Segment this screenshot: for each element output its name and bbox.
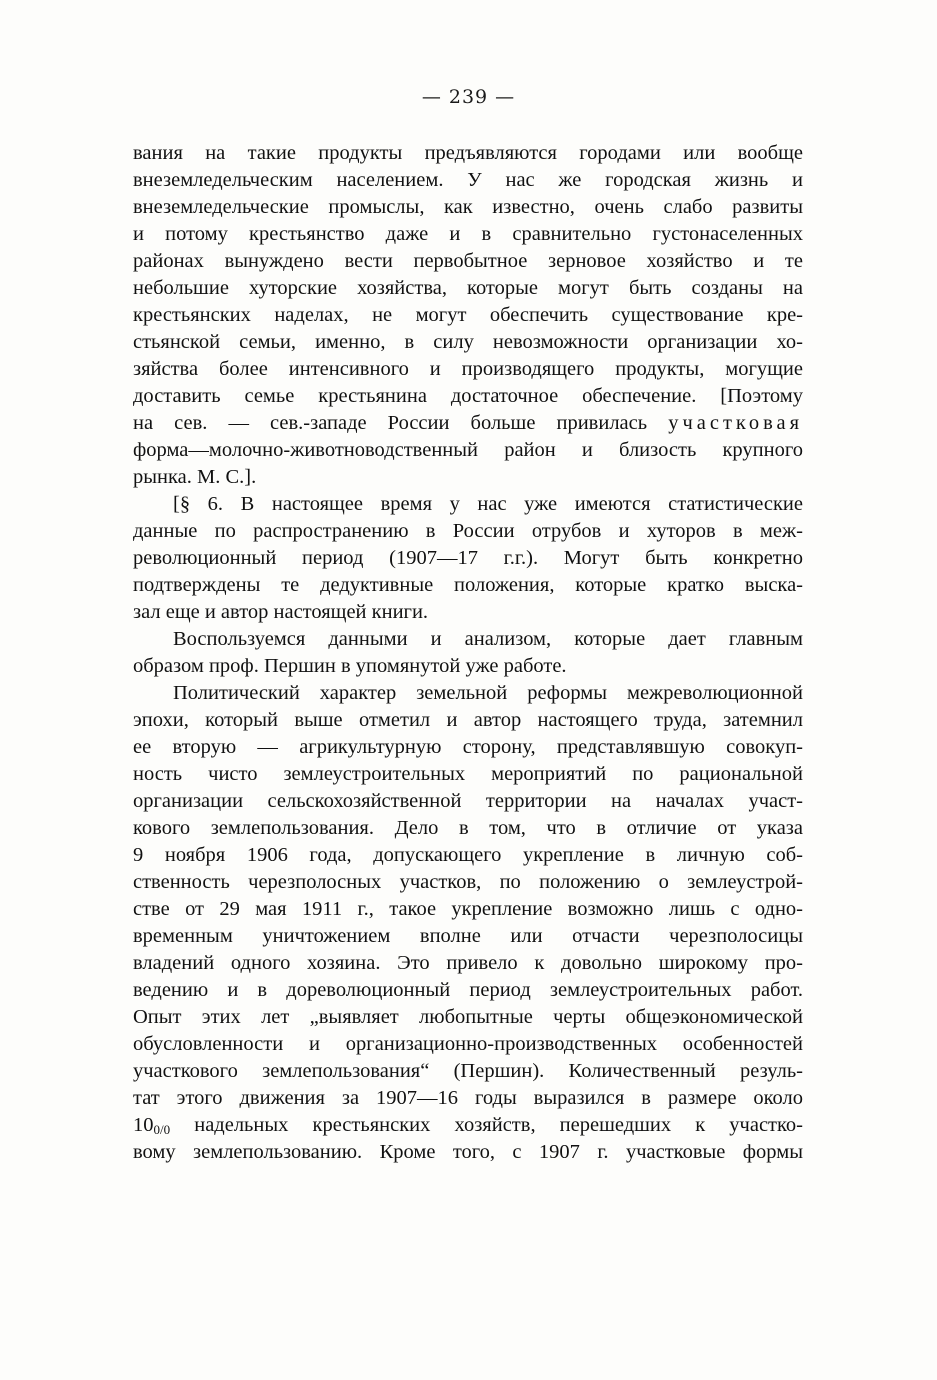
text-line: рынка. М. С.].	[133, 466, 257, 488]
text-line: стьянской семьи, именно, в силу невозможности организации хо-	[133, 331, 803, 353]
text-line: ее вторую — агрикультурную сторону, представлявшую совокуп-	[133, 736, 803, 758]
text-line: зал еще и автор настоящей книги.	[133, 601, 429, 623]
percent-number: 10	[133, 1114, 154, 1136]
text-line: форма—молочно-животноводственный район и близость крупного	[133, 439, 803, 461]
text-line: образом проф. Першин в упомянутой уже работе.	[133, 655, 567, 677]
paragraph-start-line: [§ 6. В настоящее время у нас уже имеются статистические	[173, 493, 803, 515]
text-line: крестьянских наделах, не могут обеспечить существование кре-	[133, 304, 803, 326]
percent-sign: 0/0	[153, 1122, 171, 1137]
text-line: ность чисто землеустроительных мероприятий по рациональной	[133, 763, 803, 785]
text-line: обусловленности и организационно-производственных особенностей	[133, 1033, 803, 1055]
text-line: зяйства более интенсивного и производящего продукты, могущие	[133, 358, 803, 380]
text-line: вания на такие продукты предъявляются городами или вообще	[133, 142, 803, 164]
text-line-with-spaced-word	[133, 410, 803, 437]
text-line: участкового землепользования“ (Першин). Количественный резуль-	[133, 1060, 803, 1082]
text-line: районах вынуждено вести первобытное зерновое хозяйство и те	[133, 250, 803, 272]
spaced-emphasis-word: участковая	[668, 412, 804, 434]
text-line: доставить семье крестьянина достаточное обеспечение. [Поэтому	[133, 385, 803, 407]
text-line: временным уничтожением вполне или отчасти черезполосицы	[133, 925, 803, 947]
text-line: стве от 29 мая 1911 г., такое укрепление возможно лишь с одно-	[133, 898, 803, 920]
text-line: 9 ноября 1906 года, допускающего укрепление в личную соб-	[133, 844, 803, 866]
text-line: эпохи, который выше отметил и автор настоящего труда, затемнил	[133, 709, 803, 731]
text-line: тат этого движения за 1907—16 годы выразился в размере около	[133, 1087, 803, 1109]
text-line: подтверждены те дедуктивные положения, которые кратко выска-	[133, 574, 803, 596]
text-line: данные по распространению в России отрубов и хуторов в меж-	[133, 520, 803, 542]
text-fragment: надельных крестьянских хозяйств, перешедших к участко-	[170, 1114, 803, 1136]
text-line: и потому крестьянство даже и в сравнительно густонаселенных	[133, 223, 803, 245]
text-line: ведению и в дореволюционный период землеустроительных работ.	[133, 979, 803, 1001]
text-line: небольшие хуторские хозяйства, которые могут быть созданы на	[133, 277, 803, 299]
text-line-with-percent	[133, 1112, 803, 1139]
text-line: внеземледельческие промыслы, как известно, очень слабо развиты	[133, 196, 803, 218]
text-line: кового землепользования. Дело в том, что в отличие от указа	[133, 817, 803, 839]
text-line: организации сельскохозяйственной территории на началах участ-	[133, 790, 803, 812]
text-line: революционный период (1907—17 г.г.). Могут быть конкретно	[133, 547, 803, 569]
text-fragment: на сев. — сев.-западе России больше привилась	[133, 412, 648, 434]
text-line: владений одного хозяина. Это привело к довольно широкому про-	[133, 952, 803, 974]
text-line: Опыт этих лет „выявляет любопытные черты общеэкономической	[133, 1006, 803, 1028]
body-text	[133, 140, 803, 1166]
page-number: — 239 —	[421, 86, 516, 108]
text-line: вому землепользованию. Кроме того, с 1907 г. участковые формы	[133, 1141, 803, 1163]
text-line: ственность черезполосных участков, по положению о землеустрой-	[133, 871, 803, 893]
text-line: внеземледельческим населением. У нас же городская жизнь и	[133, 169, 803, 191]
paragraph-start-line: Политический характер земельной реформы межреволюционной	[173, 682, 803, 704]
paragraph-start-line: Воспользуемся данными и анализом, которые дает главным	[173, 628, 803, 650]
